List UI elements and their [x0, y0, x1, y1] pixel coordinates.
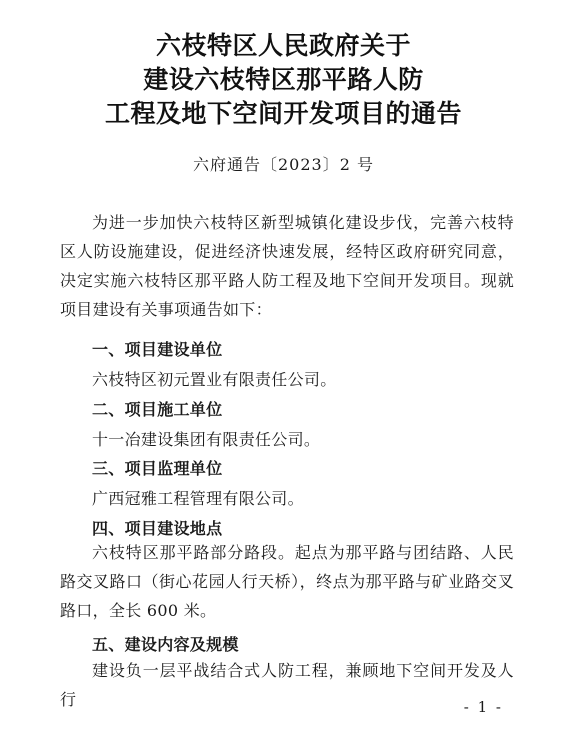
document-number: 六府通告〔2023〕2 号 [193, 155, 374, 174]
section-text-3: 广西冠雅工程管理有限公司。 [92, 489, 304, 508]
title-line-2: 建设六枝特区那平路人防 [143, 65, 424, 94]
title-line-1: 六枝特区人民政府关于 [155, 31, 411, 60]
section-text-2: 十一冶建设集团有限责任公司。 [92, 430, 321, 449]
intro-paragraph: 为进一步加快六枝特区新型城镇化建设步伐，完善六枝特区人防设施建设，促进经济快速发展，经特区政府研究同意，决定实施六枝特区那平路人防工程及地下空间开发项目。现就项目建设有关事项通告如下： [60, 213, 514, 319]
section-text-4: 六枝特区那平路部分路段。起点为那平路与团结路、人民路交叉路口（街心花园人行天桥），终点为那平路与矿业路交叉路口，全长 600 米。 [60, 543, 514, 620]
section-heading-1: 一、项目建设单位 [92, 340, 223, 359]
section-text-5: 建设负一层平战结合式人防工程，兼顾地下空间开发及人行 [60, 661, 514, 709]
section-heading-3: 三、项目监理单位 [92, 459, 223, 478]
page-number: - 1 - [463, 698, 503, 716]
section-text-1: 六枝特区初元置业有限责任公司。 [92, 370, 337, 389]
title-line-3: 工程及地下空间开发项目的通告 [104, 99, 462, 128]
section-heading-2: 二、项目施工单位 [92, 400, 223, 419]
section-heading-4: 四、项目建设地点 [92, 519, 223, 538]
section-heading-5: 五、建设内容及规模 [92, 635, 239, 654]
